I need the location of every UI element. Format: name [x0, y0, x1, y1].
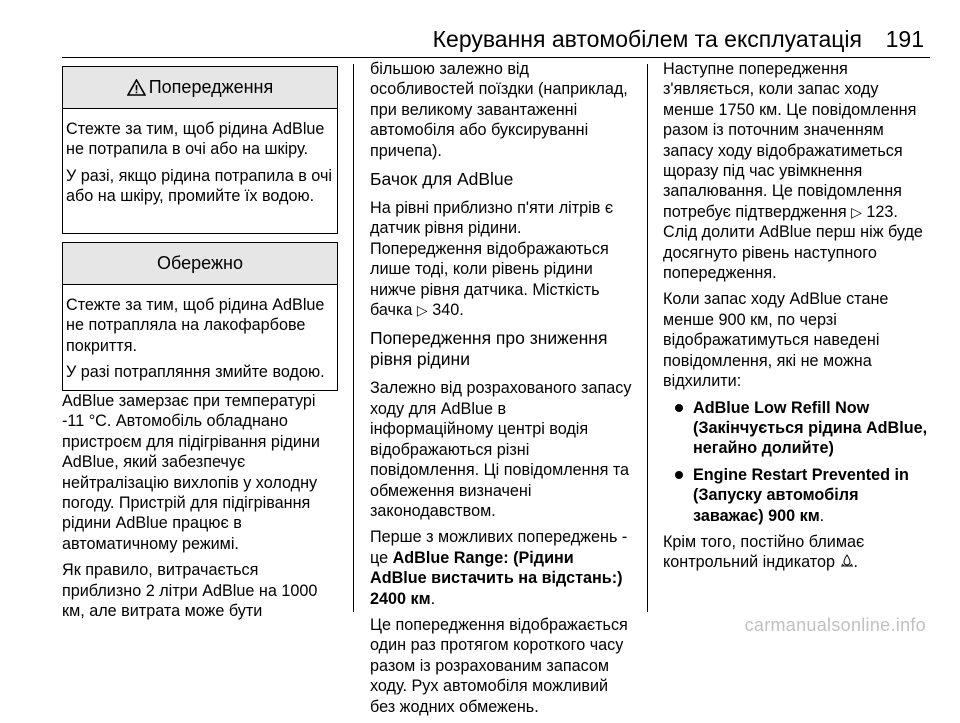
next-warning-page-ref[interactable]: 123. — [866, 202, 898, 221]
message-low-refill: AdBlue Low Refill Now (Закінчується рідина AdBlue, негайно долийте) — [693, 398, 928, 458]
column-2 — [370, 59, 632, 723]
caution-text-2: У разі потрапляння змийте водою. — [66, 363, 325, 382]
first-warning-message: AdBlue Range: (Рідини AdBlue вистачить на відстань:) 2400 км — [370, 548, 623, 608]
next-warning-paragraph — [663, 59, 931, 283]
caution-box-title: Обережно — [157, 253, 243, 274]
message-restart-end: . — [819, 506, 825, 525]
column-3 — [663, 59, 931, 579]
display-paragraph: Це попередження відображається один раз протягом короткого часу разом із розрахованим запасом ходу. Рух автомобіля можливий без жодних обмежень. — [370, 615, 628, 716]
indicator-text: Крім того, постійно блимає контрольний індикатор — [663, 532, 865, 572]
message-restart-prevented: Engine Restart Prevented in (Запуску автомобіля заважає) 900 км — [693, 465, 909, 525]
warning-box — [62, 66, 338, 234]
column-1 — [62, 66, 338, 627]
heading-level-warnings: Попередження про зниження рівня рідини — [370, 328, 608, 370]
warning-box-header — [63, 67, 337, 109]
warnings-paragraph: Залежно від розрахованого запасу ходу для AdBlue в інформаційному центрі водія відображаються різні повідомлення. Ці повідомлення та обмеження визначені законодавством. — [370, 379, 632, 520]
column-divider-2 — [647, 64, 648, 612]
caution-text-1: Стежте за тим, щоб рідина AdBlue не потрапляла на лакофарбове покриття. — [66, 296, 325, 355]
warning-box-body — [63, 109, 337, 223]
caution-box — [62, 242, 338, 391]
next-warning-rest: Слід долити AdBlue перш ніж буде досягнуто рівень наступного попередження. — [663, 223, 923, 283]
page-ref-arrow-icon: ▷ — [851, 203, 862, 220]
tank-paragraph — [370, 198, 632, 320]
watermark: carmanualsonline.info — [744, 615, 926, 635]
next-warning-text: Наступне попередження з'являється, коли запас ходу менше 1750 км. Це повідомлення разом із поточним значенням запасу ходу відображатиметься щоразу під час увімкнення запалювання. Це повідомлення потребує підтвердження — [663, 60, 917, 221]
warning-message-list — [663, 398, 931, 526]
indicator-paragraph — [663, 532, 931, 573]
adblue-indicator-icon — [840, 554, 854, 568]
consumption-continued: більшою залежно від особливостей поїздки (наприклад, при великому завантаженні автомобіля або буксируванні причепа). — [370, 60, 628, 160]
tank-text: На рівні приблизно п'яти літрів є датчик рівня рідини. Попередження відображаються лише тоді, коли рівень рідини нижче рівня датчика. Місткість бачка — [370, 199, 614, 320]
list-item — [663, 465, 931, 526]
first-warning-end: . — [430, 589, 436, 608]
page-header — [0, 0, 960, 56]
freeze-paragraph: AdBlue замерзає при температурі -11 °C. Автомобіль обладнано пристроєм для підігрівання рідини AdBlue, який забезпечує нейтралізацію вихлопів у холодну погоду. Пристрій для підігрівання рідини AdBlue працює в автоматичному режимі. — [62, 392, 320, 553]
warning-triangle-icon — [127, 79, 146, 96]
bullet-icon — [675, 404, 683, 412]
heading-adblue-tank: Бачок для AdBlue — [370, 169, 514, 190]
low-range-paragraph: Коли запас ходу AdBlue стане менше 900 км, по черзі відображатимуться наведені повідомлення, які не можна відхилити: — [663, 290, 889, 391]
column-divider-1 — [353, 64, 354, 612]
tank-page-ref[interactable]: 340. — [432, 301, 464, 320]
bullet-icon — [675, 471, 683, 479]
indicator-period: . — [853, 553, 859, 572]
caution-box-body — [63, 285, 337, 399]
page-ref-arrow-icon: ▷ — [416, 302, 428, 319]
header-rule — [62, 57, 930, 58]
header-title: Керування автомобілем та експлуатація — [432, 26, 862, 52]
first-warning-paragraph — [370, 527, 632, 609]
page-number: 191 — [885, 26, 924, 52]
warning-box-title: Попередження — [148, 77, 274, 98]
consumption-paragraph: Як правило, витрачається приблизно 2 літри AdBlue на 1000 км, але витрата може бути — [62, 561, 318, 621]
caution-box-header — [63, 243, 337, 285]
list-item — [663, 398, 931, 459]
warning-text-1: Стежте за тим, щоб рідина AdBlue не потрапила в очі або на шкіру. — [66, 120, 325, 159]
first-warning-text: Перше з можливих попереджень - це — [370, 528, 628, 567]
warning-text-2: У разі, якщо рідина потрапила в очі або на шкіру, промийте їх водою. — [66, 166, 332, 206]
